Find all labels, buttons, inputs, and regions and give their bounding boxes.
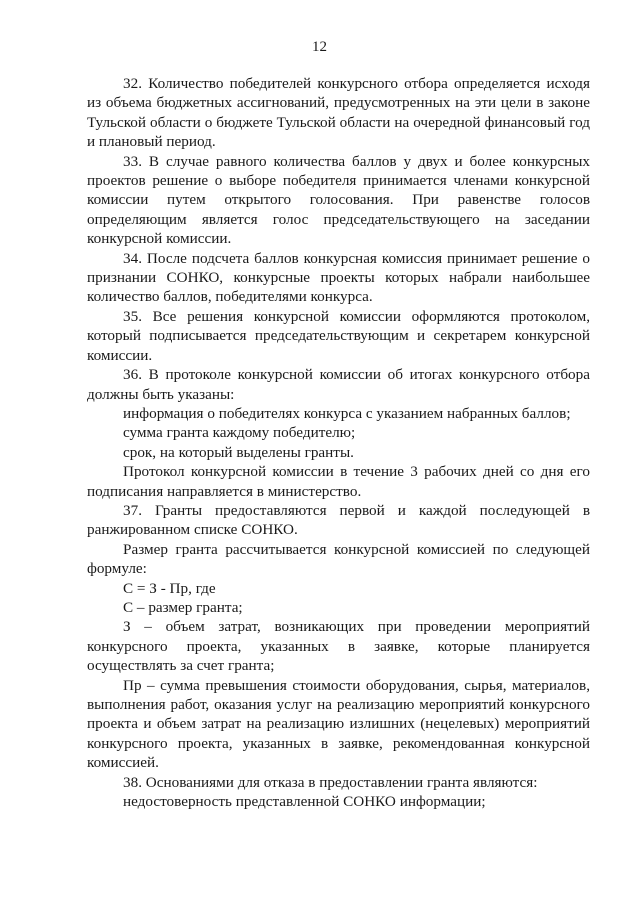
list-item-grant-amount: сумма гранта каждому победителю; [123, 424, 356, 442]
page-number: 12 [312, 39, 327, 55]
list-item-grant-term: срок, на который выделены гранты. [123, 443, 354, 461]
paragraph-34: 34. После подсчета баллов конкурсная комиссия принимает решение о признании СОНКО, конкурсные проекты которых набрали наибольшее количество баллов, победителями конкурса. [87, 249, 590, 306]
paragraph-37: 37. Гранты предоставляются первой и каждой последующей в ранжированном списке СОНКО. [87, 501, 590, 539]
paragraph-38: 38. Основаниями для отказа в предоставлении гранта являются: [123, 773, 538, 791]
formula: С = З - Пр, где [123, 579, 216, 597]
paragraph-33: 33. В случае равного количества баллов у двух и более конкурсных проектов решение о выборе победителя принимается членами конкурсной комиссии путем открытого голосования. При равенстве голосов определяющим является голос председательствующего на заседании конкурсной комиссии. [87, 152, 590, 248]
list-item-unreliable-info: недостоверность представленной СОНКО информации; [123, 793, 486, 811]
paragraph-protocol-submission: Протокол конкурсной комиссии в течение 3 рабочих дней со дня его подписания направляется в министерство. [87, 463, 590, 500]
document-body [87, 74, 590, 811]
paragraph-grant-size: Размер гранта рассчитывается конкурсной комиссией по следующей формуле: [87, 540, 590, 578]
paragraph-35: 35. Все решения конкурсной комиссии оформляются протоколом, который подписывается председательствующим и секретарем конкурсной комиссии. [87, 307, 590, 364]
formula-definition-c: С – размер гранта; [123, 598, 243, 616]
list-item-winners-info: информация о победителях конкурса с указанием набранных баллов; [123, 404, 571, 422]
paragraph-36: 36. В протоколе конкурсной комиссии об итогах конкурсного отбора должны быть указаны: [87, 366, 590, 403]
formula-definition-pr: Пр – сумма превышения стоимости оборудования, сырья, материалов, выполнения работ, оказания услуг на реализацию мероприятий конкурсного проекта и объем затрат на реализацию излишних (нецелевых) мероприятий конкурсного проекта, указанных в заявке, рекомендованная конкурсной комиссией. [87, 676, 590, 772]
formula-definition-z: З – объем затрат, возникающих при проведении мероприятий конкурсного проекта, указанных в заявке, которые планируется осуществлять за счет гранта; [87, 618, 590, 675]
paragraph-32: 32. Количество победителей конкурсного отбора определяется исходя из объема бюджетных ассигнований, предусмотренных на эти цели в законе Тульской области о бюджете Тульской области на очередной финансовый год и плановый период. [87, 75, 590, 151]
